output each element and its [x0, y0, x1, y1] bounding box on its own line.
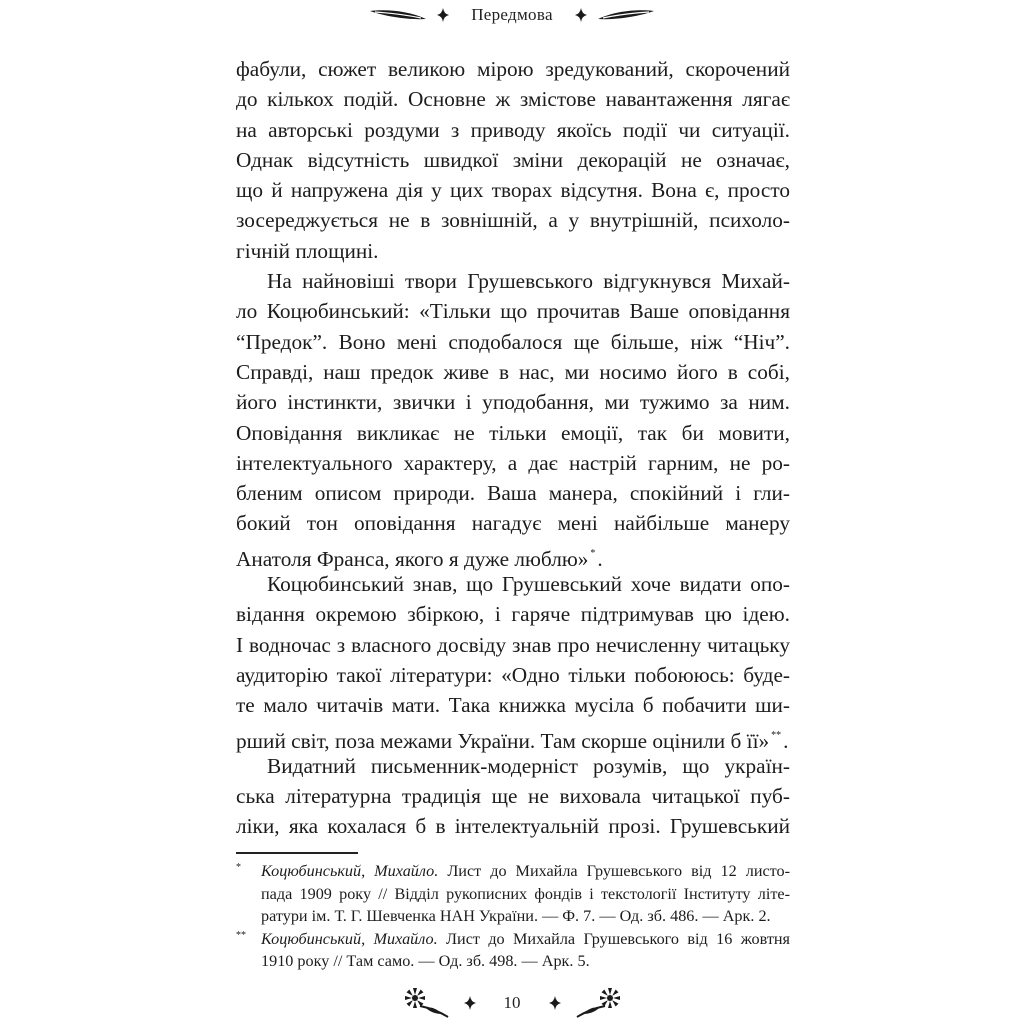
text-line: [236, 721, 790, 751]
trailing-punctuation: .: [783, 728, 789, 753]
star-ornament-icon: [549, 996, 561, 1010]
footnote-ref[interactable]: *: [590, 547, 596, 559]
text-line: його інстинкти, звички і уподобання, ми тужимо за ним.: [236, 390, 790, 415]
text-line: Однак відсутність швидкої зміни декорацій не означає,: [236, 147, 790, 172]
text-line: І водночас з власного досвіду знав про нечисленну читацьку: [236, 632, 790, 657]
flower-ornament-right-icon: [575, 988, 621, 1018]
body-text: [236, 54, 790, 842]
text-line: На найновіші твори Грушевського відгукнувся Михай-: [267, 269, 790, 294]
running-head: [0, 2, 1024, 28]
text-line: що й напружена дія у цих творах відсутня. Вона є, просто: [236, 178, 790, 203]
star-ornament-icon: [575, 8, 587, 22]
flower-ornament-left-icon: [404, 988, 450, 1018]
text-line: Коцюбинський знав, що Грушевський хоче видати опо-: [267, 572, 790, 597]
section-title: Передмова: [471, 5, 553, 24]
text-line: фабули, сюжет великою мірою зредукований, скорочений: [236, 57, 790, 81]
footnote-separator: [236, 852, 358, 854]
page-footer: [0, 986, 1024, 1020]
footnote-text: Лист до Михайла Грушевського від 16 жовтня: [446, 929, 791, 948]
text-line-content: рший світ, поза межами України. Там скорше оцінили б її»: [236, 728, 770, 753]
text-line: до кількох подій. Основне ж змістове навантаження лягає: [236, 87, 790, 112]
paragraph: [236, 266, 790, 569]
paragraph: [236, 569, 790, 751]
text-line: на авторські роздуми з приводу якоїсь події чи ситуації.: [236, 117, 790, 142]
footnote-line: [261, 860, 790, 883]
footnote-line: пада 1909 року // Відділ рукописних фондів і текстології Інституту літе-: [261, 884, 790, 903]
leaf-ornament-left-icon: [369, 8, 427, 22]
text-line: відання окремою збіркою, і гаряче підтримував цю ідею.: [236, 602, 790, 627]
text-line: те мало читачів мати. Така книжка мусіла б побачити ши-: [236, 693, 790, 718]
footnote-line: [261, 928, 790, 951]
text-line: “Предок”. Воно мені сподобалося ще більше, ніж “Ніч”.: [236, 329, 790, 354]
paragraph: [236, 751, 790, 842]
footnote-author: Коцюбинський, Михайло.: [261, 862, 439, 880]
footnote-item: [236, 928, 790, 973]
footnote-marker: **: [236, 929, 246, 941]
text-line: бокий тон оповідання нагадує мені найбільше манеру: [236, 511, 790, 536]
footnote-text: Лист до Михайла Грушевського від 12 листо-: [447, 862, 791, 880]
text-line: Видатний письменник-модерніст розумів, що україн-: [267, 753, 790, 778]
text-line: ліки, яка кохалася б в інтелектуальній прозі. Грушевський: [236, 814, 790, 839]
text-line-content: Анатоля Франса, якого я дуже люблю»: [236, 546, 589, 571]
text-line: гічній площині.: [236, 238, 379, 263]
trailing-punctuation: .: [597, 546, 603, 571]
text-line: ло Коцюбинський: «Тільки що прочитав Ваше оповідання: [236, 299, 790, 324]
star-ornament-icon: [464, 996, 476, 1010]
footnote-marker: *: [236, 862, 241, 873]
text-line: аудиторію такої літератури: «Одно тільки побоююсь: буде-: [236, 662, 790, 687]
footnote-line: ратури ім. Т. Г. Шевченка НАН України. — Ф. 7. — Од. зб. 486. — Арк. 2.: [261, 907, 771, 925]
text-line: бленим описом природи. Ваша манера, спокійний і гли-: [236, 481, 790, 506]
footnotes: [236, 860, 790, 973]
star-ornament-icon: [437, 8, 449, 22]
text-line: інтелектуального характеру, а дає настрій гарним, не ро-: [236, 450, 790, 475]
text-line: Справді, наш предок живе в нас, ми носимо його в собі,: [236, 359, 790, 384]
footnote-item: [236, 860, 790, 928]
footnote-author: Коцюбинський, Михайло.: [261, 929, 438, 948]
page-number: 10: [503, 993, 521, 1012]
text-line: [236, 539, 790, 569]
paragraph: [236, 54, 790, 266]
text-line: Оповідання викликає не тільки емоції, так би мовити,: [236, 420, 790, 445]
text-line: зосереджується не в зовнішній, а у внутрішній, психоло-: [236, 208, 790, 233]
text-line: ська літературна традиція ще не виховала читацької пуб-: [236, 784, 790, 809]
footnote-ref[interactable]: **: [771, 729, 782, 741]
leaf-ornament-right-icon: [597, 8, 655, 22]
footnote-line: 1910 року // Там само. — Од. зб. 498. — Арк. 5.: [261, 952, 590, 970]
